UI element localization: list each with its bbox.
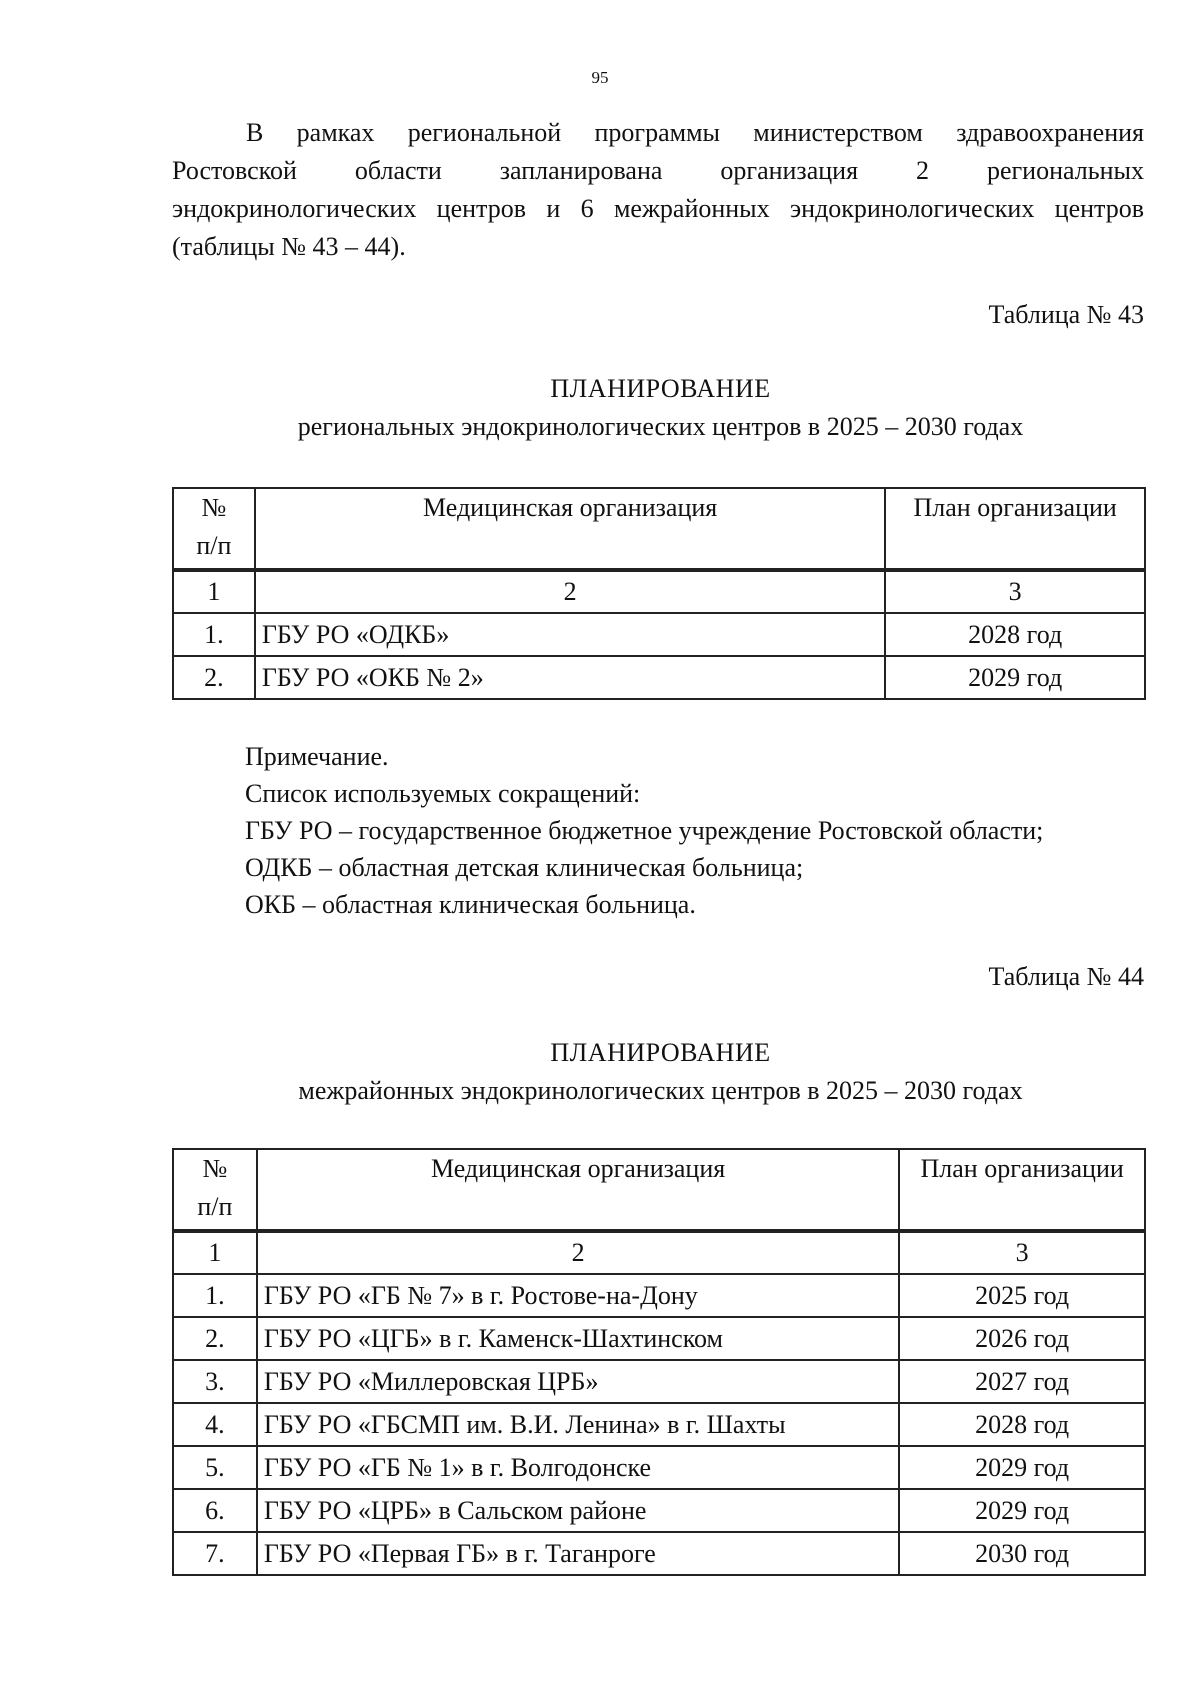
notes-list-title: Список используемых сокращений: — [245, 779, 641, 808]
intro-line: Ростовской области запланирована организация 2 региональных — [172, 156, 1144, 185]
table-44-subtitle: межрайонных эндокринологических центров в 2025 – 2030 годах — [298, 1076, 1023, 1105]
table-row — [173, 1274, 1145, 1317]
row-org: ГБУ РО «ГБСМП им. В.И. Ленина» в г. Шахты — [257, 1403, 899, 1446]
col-number: 2 — [257, 1231, 899, 1274]
header-num-line2: п/п — [196, 531, 232, 560]
header-org: Медицинская организация — [257, 1149, 899, 1231]
row-plan: 2026 год — [899, 1317, 1145, 1360]
col-number: 3 — [885, 570, 1145, 613]
row-plan: 2028 год — [885, 613, 1145, 656]
notes-item: ГБУ РО – государственное бюджетное учреждение Ростовской области; — [245, 816, 1044, 845]
header-plan: План организации — [899, 1149, 1145, 1231]
header-num — [173, 1149, 257, 1231]
column-number-row — [173, 570, 1145, 613]
intro-line: В рамках региональной программы министерством здравоохранения — [246, 118, 1144, 147]
table-row — [173, 613, 1145, 656]
col-number: 1 — [173, 1231, 257, 1274]
notes — [245, 738, 1043, 923]
row-num: 2. — [173, 1317, 257, 1360]
table-header-row — [173, 488, 1145, 570]
table-43 — [172, 487, 1146, 700]
row-plan: 2029 год — [899, 1446, 1145, 1489]
table-row — [173, 1489, 1145, 1532]
row-plan: 2030 год — [899, 1532, 1145, 1575]
col-number: 1 — [173, 570, 255, 613]
header-org: Медицинская организация — [255, 488, 885, 570]
row-plan: 2027 год — [899, 1360, 1145, 1403]
col-number: 2 — [255, 570, 885, 613]
row-org: ГБУ РО «ГБ № 7» в г. Ростове-на-Дону — [257, 1274, 899, 1317]
table-44-caption: Таблица № 44 — [988, 962, 1144, 991]
table-row — [173, 1403, 1145, 1446]
table-row — [173, 1317, 1145, 1360]
table-43-caption: Таблица № 43 — [988, 300, 1144, 329]
header-num-line1: № — [201, 493, 227, 522]
header-num — [173, 488, 255, 570]
table-header-row — [173, 1149, 1145, 1231]
row-org: ГБУ РО «ГБ № 1» в г. Волгодонске — [257, 1446, 899, 1489]
notes-item: ОКБ – областная клиническая больница. — [245, 890, 696, 919]
table-row — [173, 1360, 1145, 1403]
header-num-line2: п/п — [197, 1192, 233, 1221]
column-number-row — [173, 1231, 1145, 1274]
table-row — [173, 656, 1145, 699]
notes-title: Примечание. — [245, 742, 389, 771]
header-plan: План организации — [885, 488, 1145, 570]
page-number: 95 — [591, 68, 609, 87]
row-plan: 2025 год — [899, 1274, 1145, 1317]
row-num: 7. — [173, 1532, 257, 1575]
col-number: 3 — [899, 1231, 1145, 1274]
intro-line: (таблицы № 43 – 44). — [172, 232, 406, 261]
row-num: 5. — [173, 1446, 257, 1489]
row-num: 1. — [173, 1274, 257, 1317]
row-org: ГБУ РО «Первая ГБ» в г. Таганроге — [257, 1532, 899, 1575]
table-43-subtitle: региональных эндокринологических центров в 2025 – 2030 годах — [297, 412, 1024, 441]
table-row — [173, 1446, 1145, 1489]
row-num: 6. — [173, 1489, 257, 1532]
row-plan: 2029 год — [899, 1489, 1145, 1532]
row-org: ГБУ РО «Миллеровская ЦРБ» — [257, 1360, 899, 1403]
table-43-title: ПЛАНИРОВАНИЕ — [550, 374, 771, 403]
table-44-title: ПЛАНИРОВАНИЕ — [550, 1038, 771, 1067]
row-num: 4. — [173, 1403, 257, 1446]
row-num: 1. — [173, 613, 255, 656]
row-plan: 2028 год — [899, 1403, 1145, 1446]
notes-item: ОДКБ – областная детская клиническая больница; — [245, 853, 804, 882]
table-43-heading — [0, 370, 1200, 446]
row-org: ГБУ РО «ЦГБ» в г. Каменск-Шахтинском — [257, 1317, 899, 1360]
header-num-line1: № — [202, 1154, 228, 1183]
row-org: ГБУ РО «ОКБ № 2» — [255, 656, 885, 699]
row-org: ГБУ РО «ОДКБ» — [255, 613, 885, 656]
intro-line: эндокринологических центров и 6 межрайонных эндокринологических центров — [172, 194, 1144, 223]
row-num: 3. — [173, 1360, 257, 1403]
row-org: ГБУ РО «ЦРБ» в Сальском районе — [257, 1489, 899, 1532]
table-44-heading — [0, 1034, 1200, 1110]
row-num: 2. — [173, 656, 255, 699]
intro-paragraph — [172, 114, 1144, 266]
table-44 — [172, 1148, 1146, 1576]
table-row — [173, 1532, 1145, 1575]
row-plan: 2029 год — [885, 656, 1145, 699]
